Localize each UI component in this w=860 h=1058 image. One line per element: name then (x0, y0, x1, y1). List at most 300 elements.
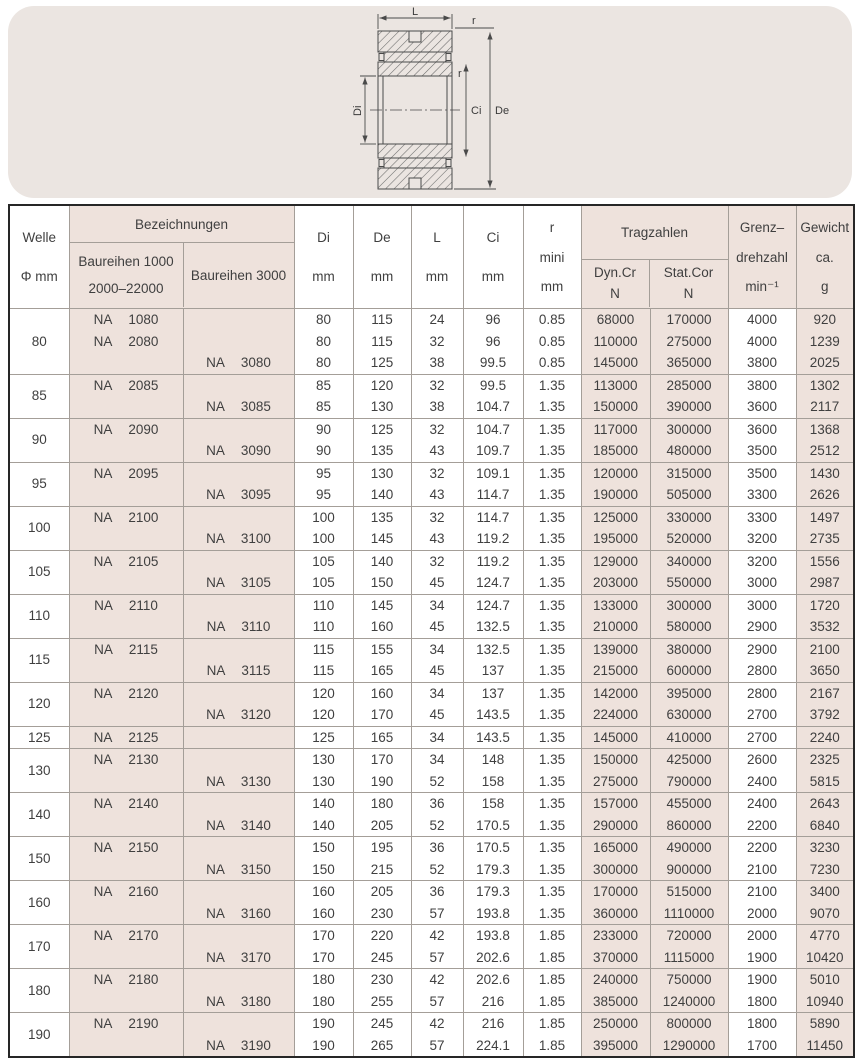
ci-mm: 224.1 (463, 1035, 523, 1058)
di-mm: 110 (294, 616, 353, 638)
gewicht-g: 2643 (796, 793, 854, 815)
designation-baureihe-3000 (183, 837, 294, 859)
header-bezeichnungen: Bezeichnungen (70, 206, 294, 243)
l-mm: 45 (411, 572, 463, 594)
di-mm: 120 (294, 682, 353, 704)
welle-diameter: 190 (9, 1013, 69, 1058)
de-mm: 120 (353, 374, 411, 396)
di-mm: 150 (294, 837, 353, 859)
stat-cor-n: 1290000 (650, 1035, 728, 1058)
table-row (9, 462, 854, 484)
bearing-diagram-panel (8, 6, 852, 198)
dyn-cr-n: 68000 (581, 309, 650, 331)
header-dyn-cr: Dyn.Cr N (582, 260, 650, 307)
stat-cor-n: 900000 (650, 859, 728, 881)
grenzdrehzahl-min: 3600 (728, 396, 796, 418)
stat-cor-n: 315000 (650, 462, 728, 484)
r-mini-mm: 1.35 (523, 749, 581, 771)
dyn-cr-n: 145000 (581, 352, 650, 374)
designation-baureihe-1000: NA 2160 (69, 881, 183, 903)
ci-mm: 132.5 (463, 638, 523, 660)
l-mm: 36 (411, 837, 463, 859)
designation-baureihe-1000: NA 2100 (69, 506, 183, 528)
di-mm: 125 (294, 726, 353, 749)
welle-diameter: 125 (9, 726, 69, 749)
grenzdrehzahl-min: 2400 (728, 793, 796, 815)
designation-baureihe-3000: NA 3120 (183, 704, 294, 726)
r-mini-mm: 1.35 (523, 462, 581, 484)
stat-cor-n: 365000 (650, 352, 728, 374)
de-mm: 180 (353, 793, 411, 815)
bearing-body (370, 31, 460, 189)
stat-cor-n: 275000 (650, 331, 728, 353)
ci-mm: 158 (463, 771, 523, 793)
designation-baureihe-1000: NA 2090 (69, 418, 183, 440)
dyn-cr-n: 195000 (581, 528, 650, 550)
designation-baureihe-3000 (183, 638, 294, 660)
r-mini-mm: 1.35 (523, 594, 581, 616)
dim-label-l: L (412, 6, 419, 18)
gewicht-g: 1556 (796, 550, 854, 572)
dyn-cr-n: 215000 (581, 660, 650, 682)
grenzdrehzahl-min: 2200 (728, 837, 796, 859)
grenzdrehzahl-min: 1900 (728, 969, 796, 991)
designation-baureihe-3000: NA 3085 (183, 396, 294, 418)
header-welle-label: Welle (22, 230, 56, 245)
l-mm: 34 (411, 682, 463, 704)
r-mini-mm: 1.35 (523, 418, 581, 440)
dim-label-de: De (495, 105, 510, 117)
grenzdrehzahl-min: 2900 (728, 616, 796, 638)
r-mini-mm: 1.85 (523, 925, 581, 947)
stat-cor-n: 330000 (650, 506, 728, 528)
designation-baureihe-3000 (183, 969, 294, 991)
de-mm: 215 (353, 859, 411, 881)
gewicht-g: 1497 (796, 506, 854, 528)
welle-group (9, 462, 854, 506)
gewicht-g: 3400 (796, 881, 854, 903)
ci-mm: 202.6 (463, 947, 523, 969)
stat-cor-n: 380000 (650, 638, 728, 660)
designation-baureihe-1000 (69, 572, 183, 594)
designation-baureihe-1000: NA 2110 (69, 594, 183, 616)
stat-cor-n: 505000 (650, 484, 728, 506)
de-mm: 130 (353, 462, 411, 484)
dyn-cr-n: 113000 (581, 374, 650, 396)
gewicht-g: 6840 (796, 815, 854, 837)
dyn-cr-n: 233000 (581, 925, 650, 947)
designation-baureihe-1000 (69, 991, 183, 1013)
designation-baureihe-3000 (183, 462, 294, 484)
de-mm: 125 (353, 418, 411, 440)
di-mm: 110 (294, 594, 353, 616)
header-di: Di mm (294, 205, 353, 309)
stat-cor-n: 550000 (650, 572, 728, 594)
dim-label-di: Di (352, 105, 364, 116)
grenzdrehzahl-min: 3500 (728, 462, 796, 484)
dyn-cr-n: 170000 (581, 881, 650, 903)
stat-cor-n: 720000 (650, 925, 728, 947)
table-row (9, 374, 854, 396)
de-mm: 160 (353, 682, 411, 704)
stat-cor-n: 1115000 (650, 947, 728, 969)
table-row (9, 771, 854, 793)
l-mm: 42 (411, 1013, 463, 1035)
designation-baureihe-1000: NA 2180 (69, 969, 183, 991)
catalog-page (0, 6, 860, 1056)
dyn-cr-n: 190000 (581, 484, 650, 506)
designation-baureihe-1000 (69, 352, 183, 374)
table-row (9, 309, 854, 331)
table-row (9, 594, 854, 616)
r-mini-mm: 1.85 (523, 969, 581, 991)
dim-label-ci: Ci (471, 105, 482, 117)
gewicht-g: 3650 (796, 660, 854, 682)
r-mini-mm: 1.85 (523, 991, 581, 1013)
designation-baureihe-3000 (183, 418, 294, 440)
table-row (9, 947, 854, 969)
designation-baureihe-3000 (183, 881, 294, 903)
ci-mm: 179.3 (463, 859, 523, 881)
di-mm: 150 (294, 859, 353, 881)
r-mini-mm: 1.35 (523, 440, 581, 462)
table-row (9, 793, 854, 815)
designation-baureihe-1000: NA 2085 (69, 374, 183, 396)
welle-diameter: 115 (9, 638, 69, 682)
stat-cor-n: 300000 (650, 418, 728, 440)
table-row (9, 331, 854, 353)
header-grenzdrehzahl: Grenz– drehzahl min⁻¹ (728, 205, 796, 309)
di-mm: 180 (294, 969, 353, 991)
r-mini-mm: 1.35 (523, 550, 581, 572)
de-mm: 145 (353, 528, 411, 550)
header-baureihen-3000: Baureihen 3000 (190, 267, 287, 283)
stat-cor-n: 1110000 (650, 903, 728, 925)
designation-baureihe-3000: NA 3095 (183, 484, 294, 506)
de-mm: 135 (353, 506, 411, 528)
gewicht-g: 11450 (796, 1035, 854, 1058)
stat-cor-n: 455000 (650, 793, 728, 815)
dyn-cr-n: 157000 (581, 793, 650, 815)
dyn-cr-n: 125000 (581, 506, 650, 528)
grenzdrehzahl-min: 3600 (728, 418, 796, 440)
di-mm: 95 (294, 462, 353, 484)
stat-cor-n: 790000 (650, 771, 728, 793)
designation-baureihe-3000 (183, 506, 294, 528)
r-mini-mm: 0.85 (523, 331, 581, 353)
l-mm: 42 (411, 969, 463, 991)
stat-cor-n: 410000 (650, 726, 728, 749)
designation-baureihe-3000 (183, 793, 294, 815)
l-mm: 34 (411, 594, 463, 616)
r-mini-mm: 1.35 (523, 572, 581, 594)
r-mini-mm: 1.85 (523, 1035, 581, 1058)
gewicht-g: 2100 (796, 638, 854, 660)
welle-group (9, 837, 854, 881)
grenzdrehzahl-min: 2200 (728, 815, 796, 837)
grenzdrehzahl-min: 3000 (728, 594, 796, 616)
dyn-cr-n: 240000 (581, 969, 650, 991)
ci-mm: 114.7 (463, 506, 523, 528)
grenzdrehzahl-min: 4000 (728, 309, 796, 331)
table-row (9, 660, 854, 682)
dyn-cr-n: 110000 (581, 331, 650, 353)
designation-baureihe-3000: NA 3110 (183, 616, 294, 638)
de-mm: 115 (353, 331, 411, 353)
de-mm: 165 (353, 660, 411, 682)
designation-baureihe-3000 (183, 374, 294, 396)
table-row (9, 991, 854, 1013)
designation-baureihe-1000 (69, 815, 183, 837)
table-row (9, 704, 854, 726)
gewicht-g: 7230 (796, 859, 854, 881)
l-mm: 43 (411, 440, 463, 462)
l-mm: 34 (411, 638, 463, 660)
stat-cor-n: 490000 (650, 837, 728, 859)
di-mm: 180 (294, 991, 353, 1013)
l-mm: 45 (411, 616, 463, 638)
welle-diameter: 85 (9, 374, 69, 418)
welle-group (9, 1013, 854, 1058)
header-bezeichnungen-group (69, 205, 294, 309)
grenzdrehzahl-min: 2400 (728, 771, 796, 793)
table-row (9, 352, 854, 374)
l-mm: 32 (411, 462, 463, 484)
ci-mm: 170.5 (463, 815, 523, 837)
table-row (9, 726, 854, 749)
gewicht-g: 1239 (796, 331, 854, 353)
ci-mm: 104.7 (463, 396, 523, 418)
designation-baureihe-1000 (69, 859, 183, 881)
grenzdrehzahl-min: 3800 (728, 352, 796, 374)
table-row (9, 969, 854, 991)
stat-cor-n: 285000 (650, 374, 728, 396)
di-mm: 100 (294, 506, 353, 528)
dyn-cr-n: 120000 (581, 462, 650, 484)
di-mm: 85 (294, 396, 353, 418)
l-mm: 38 (411, 352, 463, 374)
gewicht-g: 2512 (796, 440, 854, 462)
de-mm: 155 (353, 638, 411, 660)
dyn-cr-n: 117000 (581, 418, 650, 440)
welle-group (9, 726, 854, 749)
r-mini-mm: 1.35 (523, 374, 581, 396)
stat-cor-n: 480000 (650, 440, 728, 462)
l-mm: 38 (411, 396, 463, 418)
header-tragzahlen: Tragzahlen (582, 206, 728, 260)
de-mm: 170 (353, 749, 411, 771)
designation-baureihe-1000: NA 2190 (69, 1013, 183, 1035)
di-mm: 115 (294, 660, 353, 682)
ci-mm: 202.6 (463, 969, 523, 991)
welle-group (9, 374, 854, 418)
table-row (9, 506, 854, 528)
l-mm: 32 (411, 550, 463, 572)
stat-cor-n: 750000 (650, 969, 728, 991)
designation-baureihe-3000 (183, 550, 294, 572)
table-row (9, 881, 854, 903)
de-mm: 150 (353, 572, 411, 594)
stat-cor-n: 395000 (650, 682, 728, 704)
r-mini-mm: 1.35 (523, 815, 581, 837)
designation-baureihe-1000: NA 2115 (69, 638, 183, 660)
dyn-cr-n: 142000 (581, 682, 650, 704)
header-ci: Ci mm (463, 205, 523, 309)
welle-group (9, 506, 854, 550)
designation-baureihe-1000 (69, 440, 183, 462)
welle-group (9, 749, 854, 793)
stat-cor-n: 800000 (650, 1013, 728, 1035)
r-mini-mm: 1.35 (523, 528, 581, 550)
designation-baureihe-3000: NA 3090 (183, 440, 294, 462)
stat-cor-n: 515000 (650, 881, 728, 903)
di-mm: 80 (294, 352, 353, 374)
header-baureihen-1000: Baureihen 1000 2000–22000 (70, 243, 184, 307)
gewicht-g: 2167 (796, 682, 854, 704)
gewicht-g: 10940 (796, 991, 854, 1013)
stat-cor-n: 520000 (650, 528, 728, 550)
gewicht-g: 3230 (796, 837, 854, 859)
ci-mm: 124.7 (463, 572, 523, 594)
table-row (9, 925, 854, 947)
designation-baureihe-1000 (69, 396, 183, 418)
r-mini-mm: 1.35 (523, 506, 581, 528)
ci-mm: 148 (463, 749, 523, 771)
header-l: L mm (411, 205, 463, 309)
designation-baureihe-1000: NA 2150 (69, 837, 183, 859)
table-row (9, 859, 854, 881)
ci-mm: 137 (463, 682, 523, 704)
ci-mm: 96 (463, 331, 523, 353)
welle-group (9, 682, 854, 726)
welle-group (9, 925, 854, 969)
de-mm: 195 (353, 837, 411, 859)
welle-diameter: 120 (9, 682, 69, 726)
dyn-cr-n: 275000 (581, 771, 650, 793)
l-mm: 32 (411, 374, 463, 396)
di-mm: 90 (294, 440, 353, 462)
designation-baureihe-3000 (183, 925, 294, 947)
l-mm: 32 (411, 418, 463, 440)
designation-baureihe-3000 (183, 331, 294, 353)
table-row (9, 616, 854, 638)
bearing-cross-section-diagram (8, 6, 852, 198)
l-mm: 43 (411, 484, 463, 506)
gewicht-g: 1302 (796, 374, 854, 396)
designation-baureihe-3000: NA 3080 (183, 352, 294, 374)
de-mm: 135 (353, 440, 411, 462)
r-mini-mm: 1.85 (523, 1013, 581, 1035)
de-mm: 245 (353, 947, 411, 969)
ci-mm: 158 (463, 793, 523, 815)
gewicht-g: 2987 (796, 572, 854, 594)
di-mm: 80 (294, 309, 353, 331)
ci-mm: 99.5 (463, 374, 523, 396)
di-mm: 85 (294, 374, 353, 396)
designation-baureihe-1000 (69, 484, 183, 506)
ci-mm: 109.7 (463, 440, 523, 462)
designation-baureihe-1000 (69, 947, 183, 969)
designation-baureihe-3000 (183, 682, 294, 704)
ci-mm: 96 (463, 309, 523, 331)
designation-baureihe-1000 (69, 660, 183, 682)
gewicht-g: 1430 (796, 462, 854, 484)
table-row (9, 550, 854, 572)
de-mm: 160 (353, 616, 411, 638)
l-mm: 32 (411, 506, 463, 528)
grenzdrehzahl-min: 3200 (728, 550, 796, 572)
de-mm: 140 (353, 484, 411, 506)
ci-mm: 137 (463, 660, 523, 682)
grenzdrehzahl-min: 2700 (728, 726, 796, 749)
ci-mm: 170.5 (463, 837, 523, 859)
de-mm: 245 (353, 1013, 411, 1035)
table-row (9, 749, 854, 771)
designation-baureihe-1000: NA 2105 (69, 550, 183, 572)
r-mini-mm: 1.35 (523, 396, 581, 418)
l-mm: 36 (411, 793, 463, 815)
de-mm: 230 (353, 969, 411, 991)
l-mm: 57 (411, 991, 463, 1013)
de-mm: 205 (353, 815, 411, 837)
table-row (9, 682, 854, 704)
grenzdrehzahl-min: 2000 (728, 903, 796, 925)
dyn-cr-n: 360000 (581, 903, 650, 925)
designation-baureihe-1000 (69, 903, 183, 925)
header-gewicht: Gewicht ca. g (796, 205, 854, 309)
l-mm: 34 (411, 726, 463, 749)
stat-cor-n: 630000 (650, 704, 728, 726)
r-mini-mm: 1.35 (523, 484, 581, 506)
grenzdrehzahl-min: 3300 (728, 484, 796, 506)
grenzdrehzahl-min: 1800 (728, 1013, 796, 1035)
stat-cor-n: 860000 (650, 815, 728, 837)
r-mini-mm: 1.35 (523, 903, 581, 925)
table-row (9, 815, 854, 837)
de-mm: 130 (353, 396, 411, 418)
de-mm: 145 (353, 594, 411, 616)
di-mm: 160 (294, 881, 353, 903)
dim-label-r-mid: r (458, 68, 462, 80)
dyn-cr-n: 150000 (581, 396, 650, 418)
r-mini-mm: 1.35 (523, 660, 581, 682)
stat-cor-n: 390000 (650, 396, 728, 418)
l-mm: 43 (411, 528, 463, 550)
designation-baureihe-3000 (183, 309, 294, 331)
stat-cor-n: 300000 (650, 594, 728, 616)
l-mm: 57 (411, 947, 463, 969)
r-mini-mm: 0.85 (523, 352, 581, 374)
di-mm: 140 (294, 793, 353, 815)
stat-cor-n: 600000 (650, 660, 728, 682)
designation-baureihe-1000 (69, 704, 183, 726)
ci-mm: 143.5 (463, 704, 523, 726)
welle-diameter: 80 (9, 309, 69, 375)
r-mini-mm: 1.35 (523, 616, 581, 638)
grenzdrehzahl-min: 3200 (728, 528, 796, 550)
designation-baureihe-1000: NA 2125 (69, 726, 183, 749)
gewicht-g: 2240 (796, 726, 854, 749)
welle-group (9, 881, 854, 925)
di-mm: 170 (294, 925, 353, 947)
dyn-cr-n: 165000 (581, 837, 650, 859)
header-welle-unit: Φ mm (20, 269, 58, 284)
r-mini-mm: 1.35 (523, 771, 581, 793)
ci-mm: 193.8 (463, 925, 523, 947)
r-mini-mm: 1.35 (523, 638, 581, 660)
de-mm: 265 (353, 1035, 411, 1058)
designation-baureihe-3000: NA 3150 (183, 859, 294, 881)
